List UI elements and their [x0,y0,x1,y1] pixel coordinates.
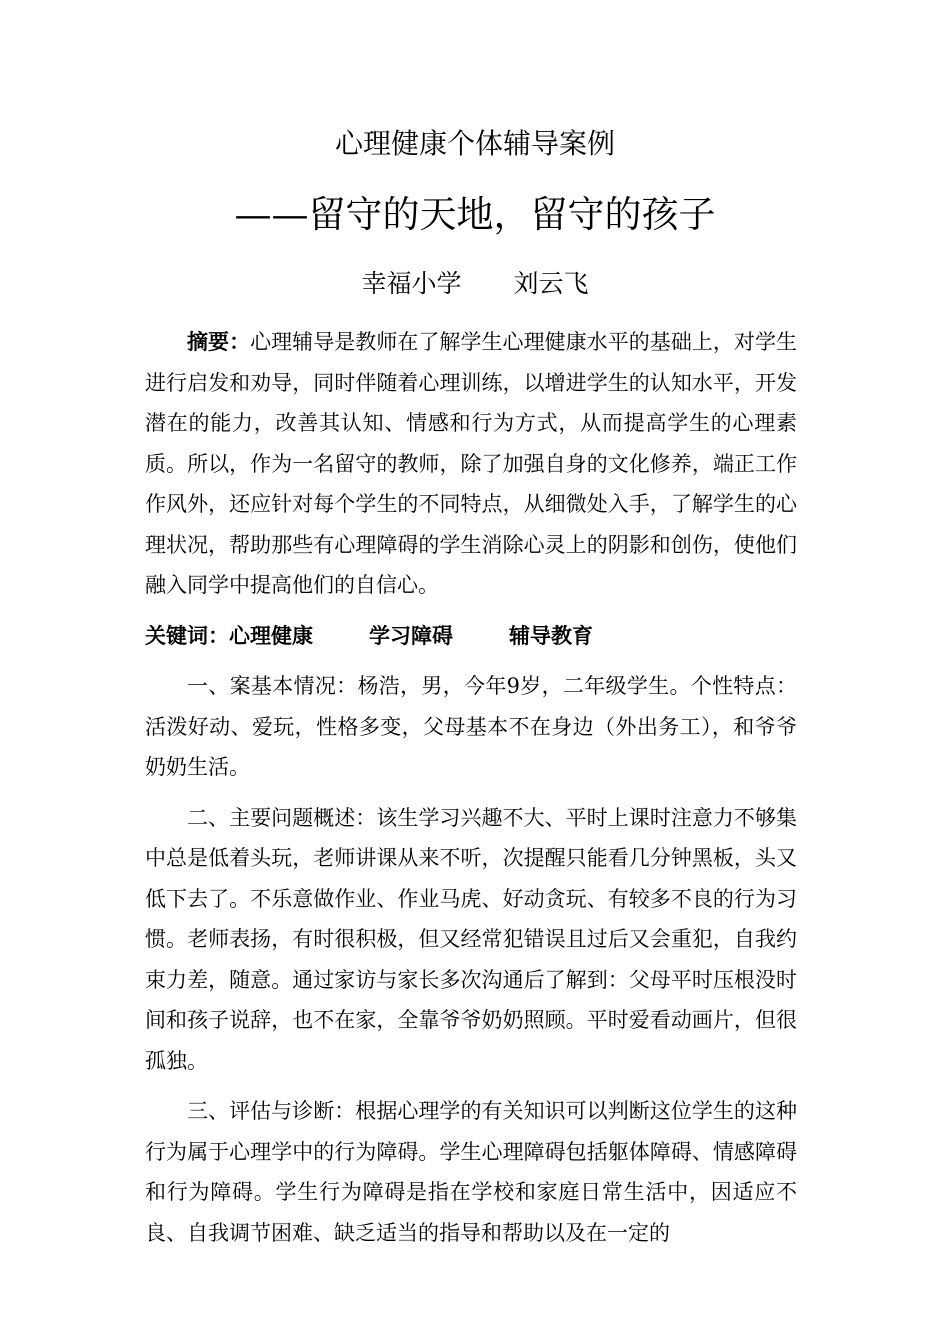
abstract-text: 心理辅导是教师在了解学生心理健康水平的基础上，对学生进行启发和劝导，同时伴随着心理训练，以增进学生的认知水平，开发潜在的能力，改善其认知、情感和行为方式，从而提高学生的心理素质。所以，作为一名留守的教师，除了加强自身的文化修养，端正工作作风外，还应针对每个学生的不同特点，从细微处入手，了解学生的心理状况，帮助那些有心理障碍的学生消除心灵上的阴影和创伤，使他们融入同学中提高他们的自信心。 [145,330,797,597]
keyword-item: 心理健康 [229,623,313,648]
author-name: 刘云飞 [513,269,589,298]
spacer [145,788,797,798]
spacer [145,606,797,616]
keywords-label: 关键词： [145,623,229,648]
author-line [0,266,950,302]
abstract-paragraph [145,322,797,606]
spacer [145,656,797,666]
keyword-item: 辅导教育 [509,623,593,648]
document-subtitle: ——留守的天地，留守的孩子 [234,193,716,236]
keywords-line [145,616,797,657]
section-paragraph-2: 二、主要问题概述：该生学习兴趣不大、平时上课时注意力不够集中总是低着头玩，老师讲课从来不听，次提醒只能看几分钟黑板，头又低下去了。不乐意做作业、作业马虎、好动贪玩、有较多不良的行为习惯。老师表扬，有时很积极，但又经常犯错误且过后又会重犯，自我约束力差，随意。通过家访与家长多次沟通后了解到：父母平时压根没时间和孩子说辞，也不在家，全靠爷爷奶奶照顾。平时爱看动画片，但很孤独。 [145,805,797,1073]
section-paragraph-1: 一、案基本情况：杨浩，男，今年9岁，二年级学生。个性特点：活泼好动、爱玩，性格多变，父母基本不在身边（外出务工），和爷爷奶奶生活。 [145,674,797,779]
document-title: 心理健康个体辅导案例 [334,127,615,160]
document-body [145,322,797,1253]
author-school: 幸福小学 [361,269,462,298]
section-paragraph-3: 三、评估与诊断：根据心理学的有关知识可以判断这位学生的这种行为属于心理学中的行为障碍。学生心理障碍包括躯体障碍、情感障碍和行为障碍。学生行为障碍是指在学校和家庭日常生活中，因适应不良、自我调节困难、缺乏适当的指导和帮助以及在一定的 [145,1099,797,1245]
abstract-label: 摘要： [187,330,251,354]
spacer [145,1081,797,1091]
keyword-item: 学习障碍 [369,623,453,648]
